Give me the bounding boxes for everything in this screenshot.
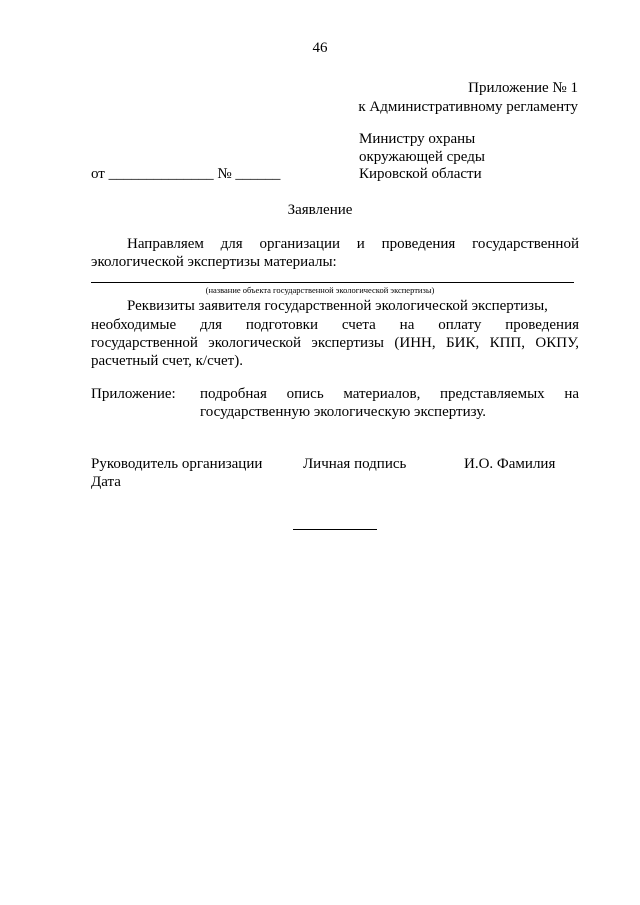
- appendix-line-2: к Административному регламенту: [358, 99, 578, 115]
- body-paragraph-1-line-2: экологической экспертизы материалы:: [91, 254, 337, 270]
- date-line: [91, 165, 280, 184]
- body-paragraph-2-line-3: государственной экологической экспертизы (ИНН, БИК, КПП, ОКПУ,: [91, 335, 579, 351]
- body-paragraph-2-line-4: расчетный счет, к/счет).: [91, 353, 243, 369]
- addressee-line-1: Министру охраны: [359, 131, 476, 147]
- body-paragraph-2-line-1: Реквизиты заявителя государственной экологической экспертизы,: [127, 298, 548, 314]
- object-name-caption: (название объекта государственной экологической экспертизы): [205, 285, 435, 295]
- signature-date-label: Дата: [91, 474, 121, 490]
- number-label: №: [217, 166, 232, 182]
- document-title: Заявление: [287, 202, 353, 218]
- attachment-label: Приложение:: [91, 386, 176, 402]
- body-paragraph-2-line-2: необходимые для подготовки счета на оплату проведения: [91, 317, 579, 333]
- number-blank: ______: [235, 166, 281, 182]
- addressee-line-3: Кировской области: [359, 166, 482, 182]
- attachment-line-2: государственную экологическую экспертизу.: [200, 404, 486, 420]
- signature-name-label: И.О. Фамилия: [464, 456, 556, 472]
- appendix-line-1: Приложение № 1: [468, 80, 578, 96]
- from-label: от: [91, 166, 105, 182]
- object-name-line: [91, 282, 574, 283]
- attachment-line-1: подробная опись материалов, представляемых на: [200, 386, 579, 402]
- signature-head-label: Руководитель организации: [91, 456, 263, 472]
- closing-separator-line: [293, 529, 377, 530]
- body-paragraph-1-line-1: Направляем для организации и проведения государственной: [127, 236, 579, 252]
- addressee-line-2: окружающей среды: [359, 149, 485, 165]
- signature-label: Личная подпись: [303, 456, 407, 472]
- page-number: 46: [312, 40, 328, 56]
- date-blank: ______________: [108, 166, 214, 182]
